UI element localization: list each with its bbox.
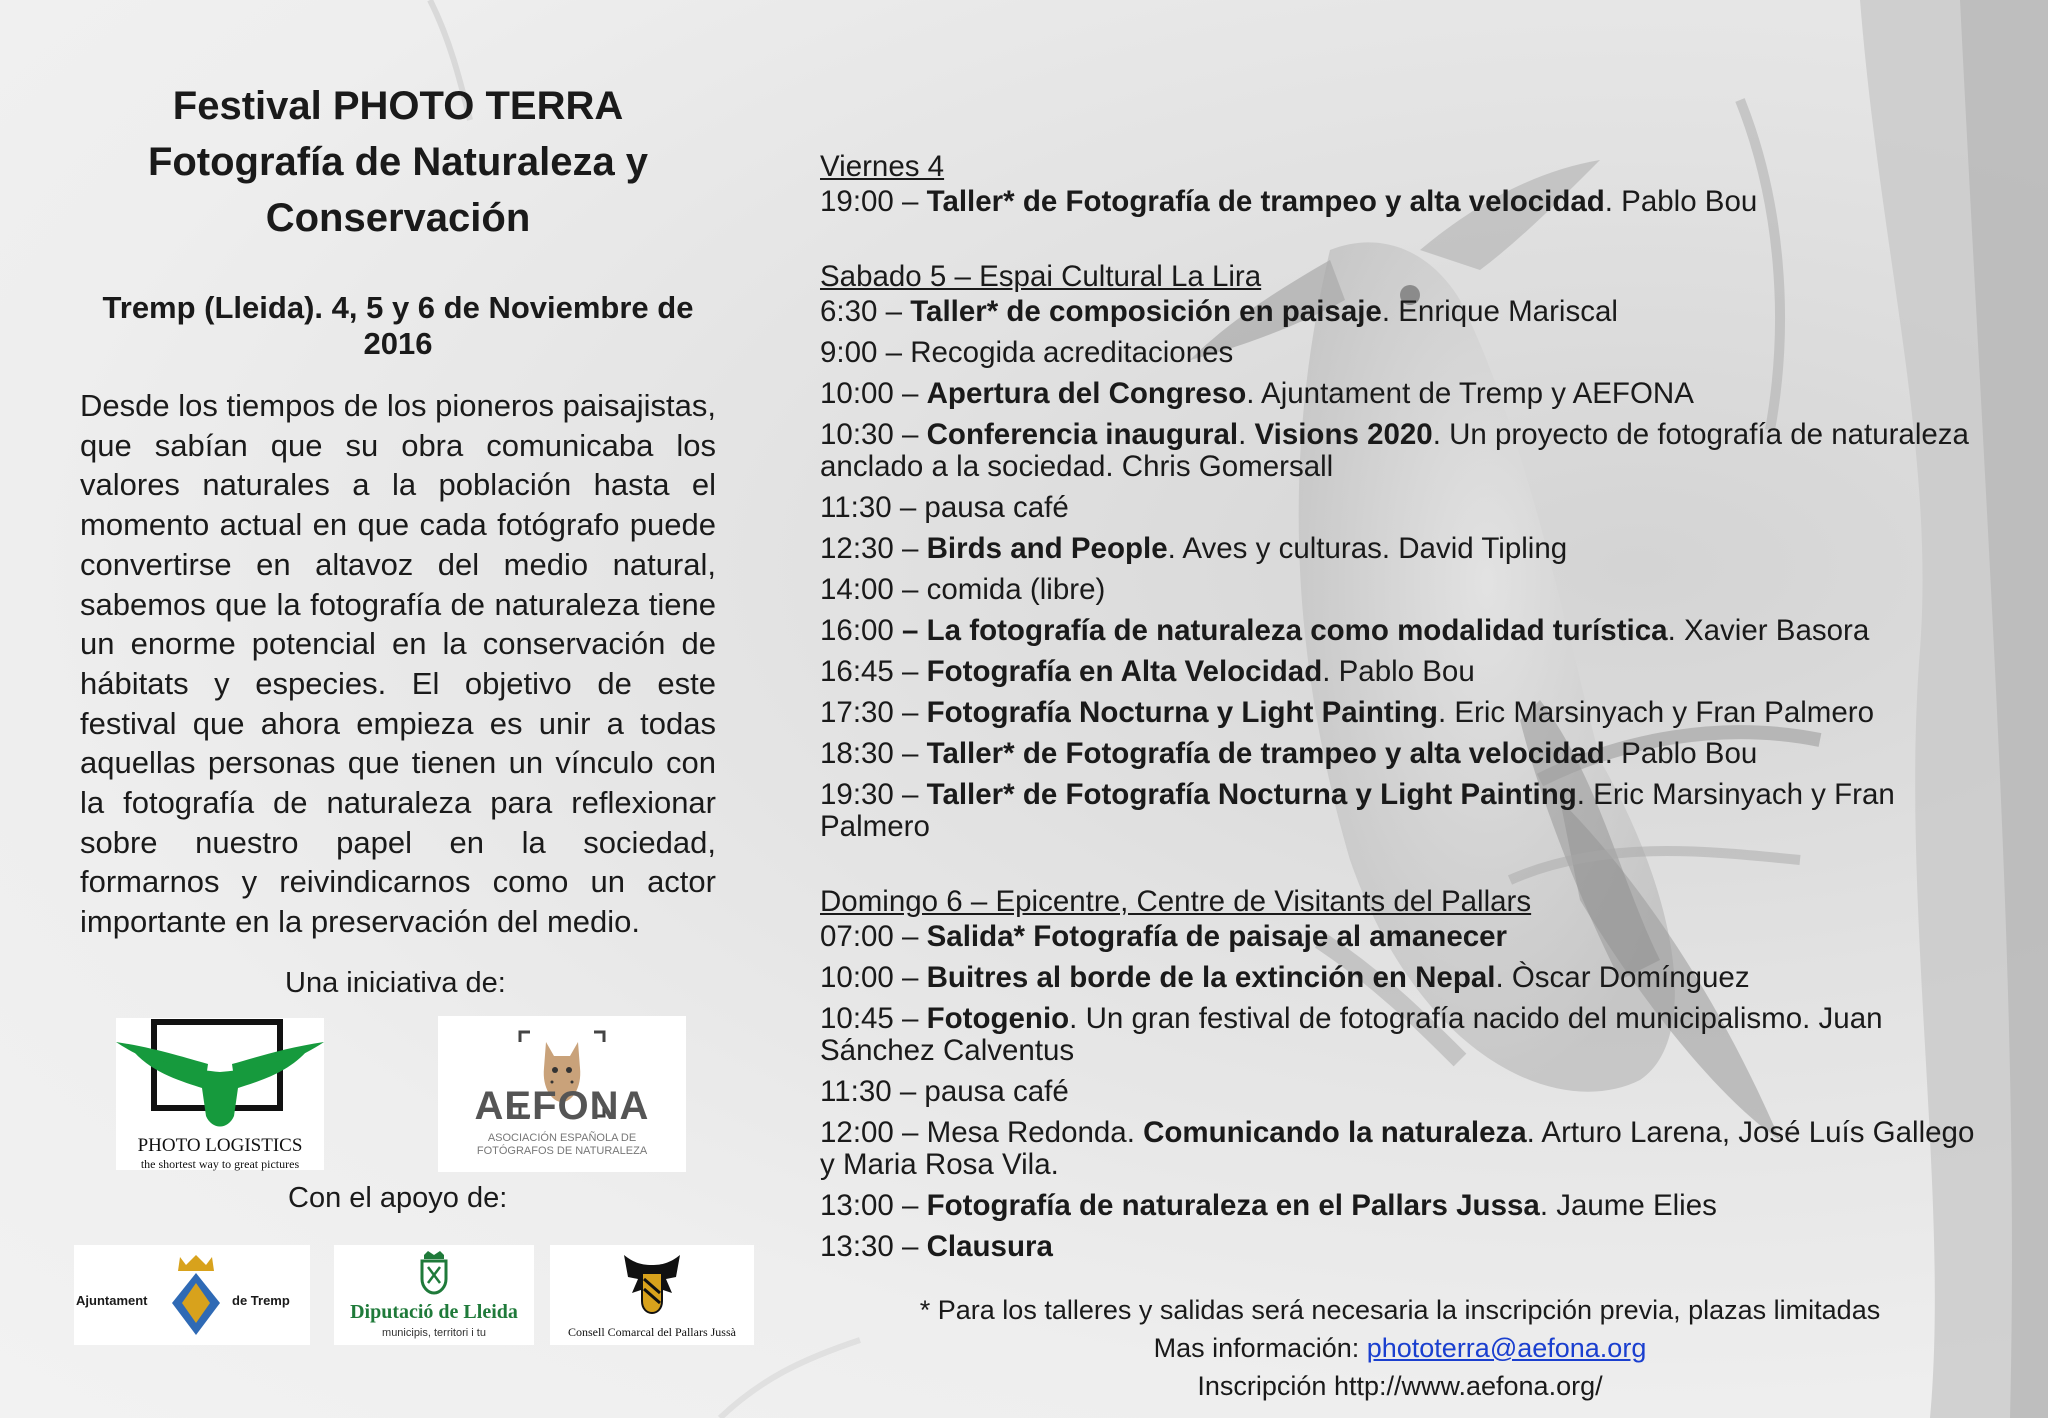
item-title: Birds and People	[926, 532, 1168, 565]
schedule-item	[820, 492, 1980, 524]
photo-logistics-tagline: the shortest way to great pictures	[140, 1157, 300, 1171]
left-column	[68, 78, 728, 942]
schedule-item	[820, 656, 1980, 688]
title-line-3: Conservación	[265, 196, 531, 240]
item-time: 19:00 –	[820, 185, 927, 218]
program-column	[820, 148, 1980, 1303]
day-heading: Domingo 6 – Epicentre, Centre de Visitants del Pallars	[820, 885, 1532, 918]
item-title: Fotografía Nocturna y Light Painting	[926, 696, 1438, 729]
item-detail: . Aves y culturas. David Tipling	[1167, 532, 1568, 565]
item-detail: . Un gran festival de fotografía nacido del municipalismo. Juan Sánchez Calventus	[820, 1002, 1883, 1067]
schedule-item	[820, 1231, 1980, 1263]
item-time: 11:30 – pausa café	[820, 491, 1069, 524]
title-line-1: Festival PHOTO TERRA	[172, 84, 624, 128]
item-title: Apertura del Congreso	[926, 377, 1247, 410]
aefona-wordmark-part2: ONA	[557, 1084, 650, 1128]
day-sabado	[820, 258, 1980, 843]
item-time: 12:00 – Mesa Redonda.	[820, 1116, 1144, 1149]
schedule-item	[820, 1003, 1980, 1067]
schedule-item	[820, 962, 1980, 994]
item-detail: . Jaume Elies	[1539, 1189, 1717, 1222]
item-title: Taller* de Fotografía de trampeo y alta velocidad	[926, 185, 1605, 218]
item-time: 11:30 – pausa café	[820, 1075, 1069, 1108]
schedule-item	[820, 738, 1980, 770]
item-time: 16:45 –	[820, 655, 927, 688]
item-detail: . Pablo Bou	[1322, 655, 1475, 688]
consell-name: Consell Comarcal del Pallars Jussà	[568, 1325, 736, 1339]
day-heading: Sabado 5 – Espai Cultural La Lira	[820, 260, 1262, 293]
item-detail: . Pablo Bou	[1604, 737, 1758, 770]
schedule-item	[820, 1076, 1980, 1108]
item-detail: . Arturo Larena, José Luís Gallego y Maria Rosa Vila.	[820, 1116, 1975, 1181]
item-title: Fotografía de naturaleza en el Pallars Jussa	[926, 1189, 1540, 1222]
item-title: Taller* de Fotografía Nocturna y Light Painting	[926, 778, 1577, 811]
intro-paragraph: Desde los tiempos de los pioneros paisajistas, que sabían que su obra comunicaba los valores naturales a la población hasta el momento actual en que cada fotógrafo puede convertirse en altavoz del medio natural, sabemos que la fotografía de naturaleza tiene un enorme potencial en la conservación de hábitats y especies. El objetivo de este festival que ahora empieza es unir a todas aquellas personas que tienen un vínculo con la fotografía de naturaleza para reflexionar sobre nuestro papel en la sociedad, formarnos y reivindicarnos como un actor importante en la preservación del medio.	[80, 388, 716, 940]
footer-note: * Para los talleres y salidas será necesaria la inscripción previa, plazas limitadas	[919, 1295, 1881, 1325]
item-title: Fotografía en Alta Velocidad	[926, 655, 1323, 688]
page-title	[68, 78, 728, 246]
aefona-wordmark-part1: AEF	[474, 1084, 558, 1128]
item-detail: . Ajuntament de Tremp y AEFONA	[1246, 377, 1694, 410]
info-label: Mas información:	[1153, 1333, 1367, 1363]
item-time: 12:30 –	[820, 532, 927, 565]
item-separator: .	[1238, 418, 1255, 451]
consell-comarcal-logo	[550, 1245, 754, 1345]
item-detail: . Xavier Basora	[1667, 614, 1870, 647]
schedule-item	[820, 186, 1980, 218]
support-label: Con el apoyo de:	[288, 1182, 508, 1214]
item-time: 14:00 – comida (libre)	[820, 573, 1106, 606]
item-title: Taller* de Fotografía de trampeo y alta velocidad	[926, 737, 1605, 770]
item-title: Salida* Fotografía de paisaje al amanecer	[926, 920, 1508, 953]
schedule-item	[820, 779, 1980, 843]
aefona-wordmark	[438, 1084, 686, 1129]
eagle-icon	[116, 1018, 324, 1130]
schedule-item	[820, 921, 1980, 953]
item-detail: . Un proyecto de fotografía de naturaleza anclado a la sociedad. Chris Gomersall	[820, 418, 1969, 483]
footer	[850, 1291, 1950, 1405]
ajuntament-label-left: Ajuntament	[76, 1293, 148, 1308]
schedule-item	[820, 337, 1980, 369]
item-time: 07:00 –	[820, 920, 927, 953]
photo-logistics-name: PHOTO LOGISTICS	[137, 1135, 303, 1156]
aefona-caption-line2: FOTÓGRAFOS DE NATURALEZA	[476, 1145, 648, 1157]
diputacio-name: Diputació de Lleida	[350, 1301, 518, 1323]
schedule-item	[820, 533, 1980, 565]
item-time: 10:30 –	[820, 418, 927, 451]
footer-registration: Inscripción http://www.aefona.org/	[1197, 1371, 1603, 1401]
item-title: Buitres al borde de la extinción en Nepal	[926, 961, 1496, 994]
diputacio-crest-icon	[418, 1249, 450, 1295]
item-time: 10:00 –	[820, 377, 927, 410]
diputacio-tagline: municipis, territori i tu	[382, 1327, 486, 1339]
item-title: Clausura	[926, 1230, 1053, 1263]
schedule-item	[820, 1117, 1980, 1181]
item-time: 10:45 –	[820, 1002, 927, 1035]
schedule-item	[820, 296, 1980, 328]
footer-info	[850, 1329, 1950, 1367]
item-title: – La fotografía de naturaleza como modalidad turística	[902, 614, 1668, 647]
item-time: 9:00 – Recogida acreditaciones	[820, 336, 1234, 369]
item-detail: . Enrique Mariscal	[1381, 295, 1618, 328]
diputacio-lleida-logo	[334, 1245, 534, 1345]
item-title: Comunicando la naturaleza	[1143, 1116, 1527, 1149]
day-viernes	[820, 148, 1980, 218]
item-title: Taller* de composición en paisaje	[910, 295, 1382, 328]
item-title: Fotogenio	[926, 1002, 1070, 1035]
schedule-item	[820, 1190, 1980, 1222]
title-line-2: Fotografía de Naturaleza y	[147, 140, 649, 184]
item-time: 17:30 –	[820, 696, 927, 729]
item-title: Conferencia inaugural	[926, 418, 1239, 451]
schedule-item	[820, 378, 1980, 410]
ajuntament-label-right: de Tremp	[232, 1293, 290, 1308]
aefona-caption	[438, 1132, 686, 1158]
aefona-logo	[438, 1016, 686, 1172]
schedule-item	[820, 615, 1980, 647]
item-time: 13:00 –	[820, 1189, 927, 1222]
aefona-caption-line1: ASOCIACIÓN ESPAÑOLA DE	[487, 1132, 637, 1144]
item-time: 19:30 –	[820, 778, 927, 811]
schedule-item	[820, 697, 1980, 729]
item-detail: . Eric Marsinyach y Fran Palmero	[1437, 696, 1875, 729]
item-detail: . Eric Marsinyach y Fran Palmero	[820, 778, 1895, 843]
item-time: 10:00 –	[820, 961, 927, 994]
schedule-item	[820, 419, 1980, 483]
item-time: 18:30 –	[820, 737, 927, 770]
item-title-2: Visions 2020	[1254, 418, 1433, 451]
tremp-shield-icon	[170, 1253, 222, 1337]
item-time: 6:30 –	[820, 295, 911, 328]
contact-email-link[interactable]: phototerra@aefona.org	[1366, 1333, 1647, 1363]
event-dates: Tremp (Lleida). 4, 5 y 6 de Noviembre de 2016	[102, 290, 694, 361]
item-detail: . Òscar Domínguez	[1495, 961, 1750, 994]
ajuntament-tremp-logo	[74, 1245, 310, 1345]
photo-logistics-logo	[116, 1018, 324, 1170]
schedule-item	[820, 574, 1980, 606]
item-time: 16:00	[820, 614, 903, 647]
double-eagle-icon	[620, 1249, 684, 1317]
initiative-label: Una iniciativa de:	[285, 967, 506, 999]
day-heading: Viernes 4	[820, 150, 945, 183]
item-detail: . Pablo Bou	[1604, 185, 1758, 218]
item-time: 13:30 –	[820, 1230, 927, 1263]
day-domingo	[820, 883, 1980, 1263]
